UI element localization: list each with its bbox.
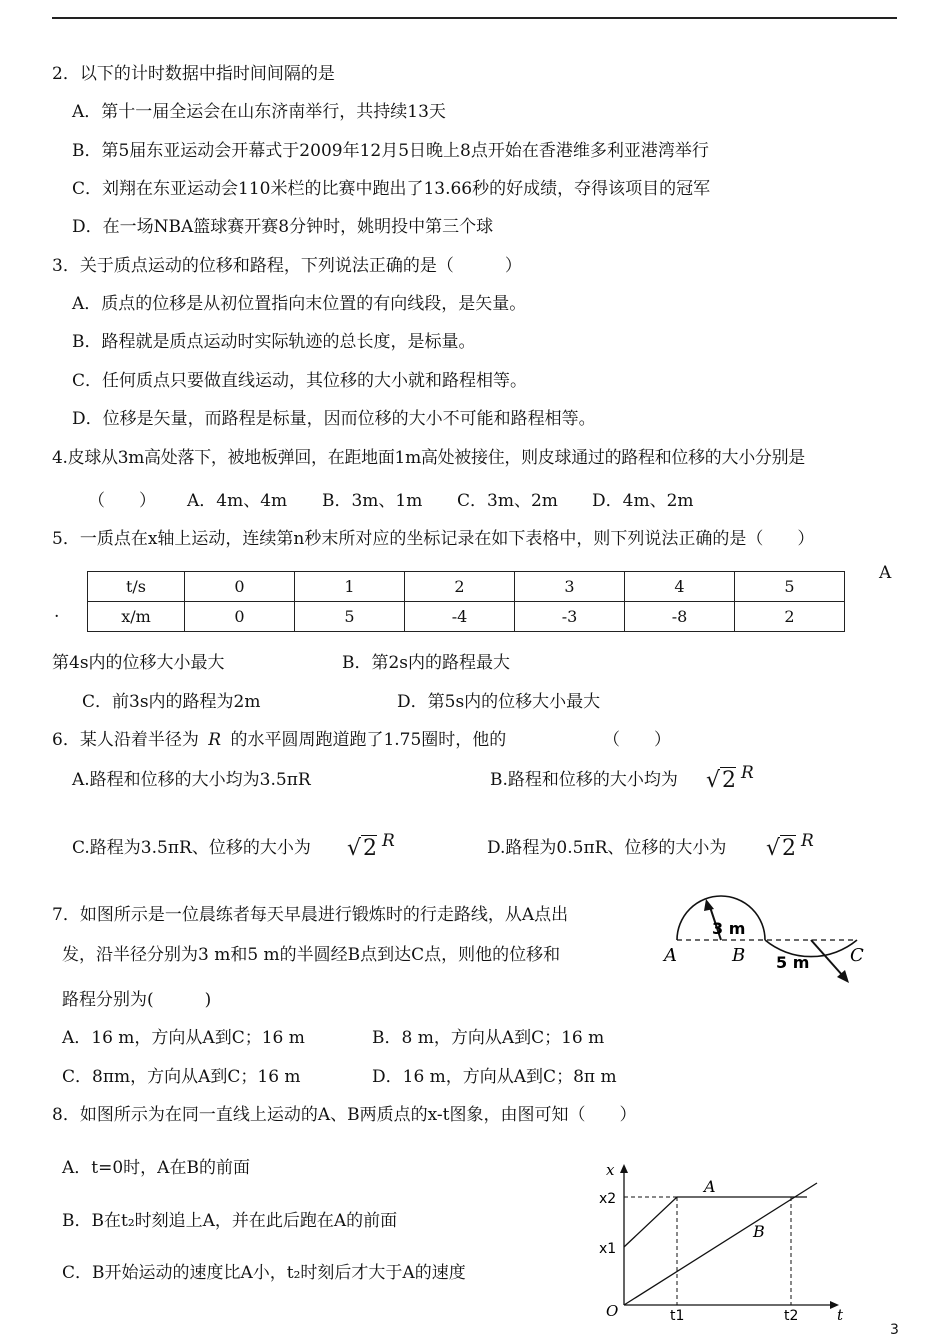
table-cell: x/m bbox=[88, 602, 185, 632]
q3-stem: 3．关于质点运动的位移和路程，下列说法正确的是（ ） bbox=[52, 256, 522, 276]
q8-t2-label: t2 bbox=[784, 1308, 799, 1320]
q8-x-axis-label: x bbox=[606, 1161, 615, 1179]
q6-stem-part-b: 的水平圆周跑道跑了1.75圈时，他的 bbox=[230, 730, 507, 750]
q8-x2-label: x2 bbox=[599, 1191, 617, 1207]
q7-semicircle-path-figure bbox=[660, 895, 875, 995]
q3-option-b: B．路程就是质点运动时实际轨迹的总长度，是标量。 bbox=[72, 332, 476, 352]
q8-option-b: B．B在t₂时刻追上A，并在此后跑在A的前面 bbox=[62, 1211, 398, 1231]
q4-option-a: A．4m、4m bbox=[187, 491, 288, 511]
q7-point-a-label: A bbox=[664, 945, 677, 966]
q7-stem-line2: 发，沿半径分别为3 m和5 m的半圆经B点到达C点，则他的位移和 bbox=[62, 945, 561, 965]
table-cell: 4 bbox=[625, 572, 735, 602]
table-row bbox=[88, 602, 845, 632]
q3-option-a: A．质点的位移是从初位置指向末位置的有向线段，是矢量。 bbox=[72, 294, 527, 314]
q7-stem-line1: 7．如图所示是一位晨练者每天早晨进行锻炼时的行走路线，从A点出 bbox=[52, 905, 569, 925]
q5-option-d: D．第5s内的位移大小最大 bbox=[397, 692, 601, 712]
q5-option-b: B．第2s内的路程最大 bbox=[342, 653, 511, 673]
sqrt2-symbol-b: √2 bbox=[706, 768, 737, 793]
header-rule bbox=[52, 17, 897, 19]
q8-t1-label: t1 bbox=[670, 1308, 685, 1320]
q7-point-b-label: B bbox=[732, 945, 746, 966]
table-cell: 2 bbox=[735, 602, 845, 632]
table-cell: 5 bbox=[735, 572, 845, 602]
q6-option-b: B.路程和位移的大小均为 bbox=[490, 770, 678, 790]
q8-x1-label: x1 bbox=[599, 1241, 617, 1257]
q6-c-radius: R bbox=[382, 831, 395, 851]
q6-d-radius: R bbox=[801, 831, 814, 851]
q4-answer-paren: （ ） bbox=[88, 491, 156, 511]
q7-option-c: C．8πm，方向从A到C；16 m bbox=[62, 1067, 301, 1087]
q3-option-c: C．任何质点只要做直线运动，其位移的大小就和路程相等。 bbox=[72, 371, 528, 391]
q7-large-radius-label: 5 m bbox=[776, 953, 810, 972]
table-cell: 3 bbox=[515, 572, 625, 602]
table-row bbox=[88, 572, 845, 602]
q5-option-a-letter: A bbox=[879, 563, 892, 583]
table-cell: -4 bbox=[405, 602, 515, 632]
q8-line-a-label: A bbox=[704, 1177, 716, 1196]
q8-line-b-label: B bbox=[753, 1222, 765, 1241]
q4-option-c: C．3m、2m bbox=[457, 491, 558, 511]
q2-stem: 2．以下的计时数据中指时间间隔的是 bbox=[52, 64, 335, 84]
table-cell: -8 bbox=[625, 602, 735, 632]
q6-option-d: D.路程为0.5πR、位移的大小为 bbox=[487, 838, 727, 858]
table-cell: 2 bbox=[405, 572, 515, 602]
q5-coordinate-table bbox=[87, 571, 845, 632]
table-cell: 0 bbox=[185, 602, 295, 632]
q6-stem-part-a: 6．某人沿着半径为 bbox=[52, 730, 199, 750]
q5-dot: . bbox=[54, 602, 60, 622]
table-cell: 0 bbox=[185, 572, 295, 602]
q7-stem-line3: 路程分别为( ) bbox=[62, 990, 212, 1010]
table-cell: t/s bbox=[88, 572, 185, 602]
q5-option-c: C．前3s内的路程为2m bbox=[82, 692, 261, 712]
q6-b-radius: R bbox=[741, 763, 754, 783]
q4-stem: 4.皮球从3m高处落下，被地板弹回，在距地面1m高处被接住，则皮球通过的路程和位移的大小分别是 bbox=[52, 448, 805, 468]
q7-small-radius-label: 3 m bbox=[712, 919, 746, 938]
q2-option-d: D．在一场NBA篮球赛开赛8分钟时，姚明投中第三个球 bbox=[72, 217, 494, 237]
q6-option-a: A.路程和位移的大小均为3.5πR bbox=[72, 770, 311, 790]
q5-stem: 5．一质点在x轴上运动，连续第n秒末所对应的坐标记录在如下表格中，则下列说法正确的是（ ） bbox=[52, 529, 815, 549]
q8-stem: 8．如图所示为在同一直线上运动的A、B两质点的x-t图象，由图可知（ ） bbox=[52, 1105, 637, 1125]
page-number: 3 bbox=[890, 1322, 899, 1338]
q7-option-b: B．8 m，方向从A到C；16 m bbox=[372, 1028, 605, 1048]
q8-option-c: C．B开始运动的速度比A小，t₂时刻后才大于A的速度 bbox=[62, 1263, 466, 1283]
table-cell: 5 bbox=[295, 602, 405, 632]
q7-point-c-label: C bbox=[850, 945, 864, 966]
q6-stem-radius: R bbox=[208, 730, 222, 750]
table-cell: -3 bbox=[515, 602, 625, 632]
q5-option-a: 第4s内的位移大小最大 bbox=[52, 653, 225, 673]
q2-option-c: C．刘翔在东亚运动会110米栏的比赛中跑出了13.66秒的好成绩，夺得该项目的冠军 bbox=[72, 179, 711, 199]
table-cell: 1 bbox=[295, 572, 405, 602]
q7-option-d: D．16 m，方向从A到C；8π m bbox=[372, 1067, 617, 1087]
q4-option-b: B．3m、1m bbox=[322, 491, 423, 511]
q6-option-c: C.路程为3.5πR、位移的大小为 bbox=[72, 838, 311, 858]
q3-option-d: D．位移是矢量，而路程是标量，因而位移的大小不可能和路程相等。 bbox=[72, 409, 596, 429]
q8-xt-graph bbox=[595, 1160, 855, 1320]
q8-option-a: A．t=0时，A在B的前面 bbox=[62, 1158, 250, 1178]
q2-option-a: A．第十一届全运会在山东济南举行，共持续13天 bbox=[72, 102, 446, 122]
q8-origin-label: O bbox=[606, 1302, 619, 1320]
q6-answer-paren: （ ） bbox=[603, 730, 671, 750]
q7-option-a: A．16 m，方向从A到C；16 m bbox=[62, 1028, 305, 1048]
q2-option-b: B．第5届东亚运动会开幕式于2009年12月5日晚上8点开始在香港维多利亚港湾举行 bbox=[72, 141, 709, 161]
sqrt2-symbol-c: √2 bbox=[347, 836, 378, 861]
q8-t-axis-label: t bbox=[837, 1306, 844, 1320]
q4-option-d: D．4m、2m bbox=[592, 491, 694, 511]
sqrt2-symbol-d: √2 bbox=[766, 836, 797, 861]
